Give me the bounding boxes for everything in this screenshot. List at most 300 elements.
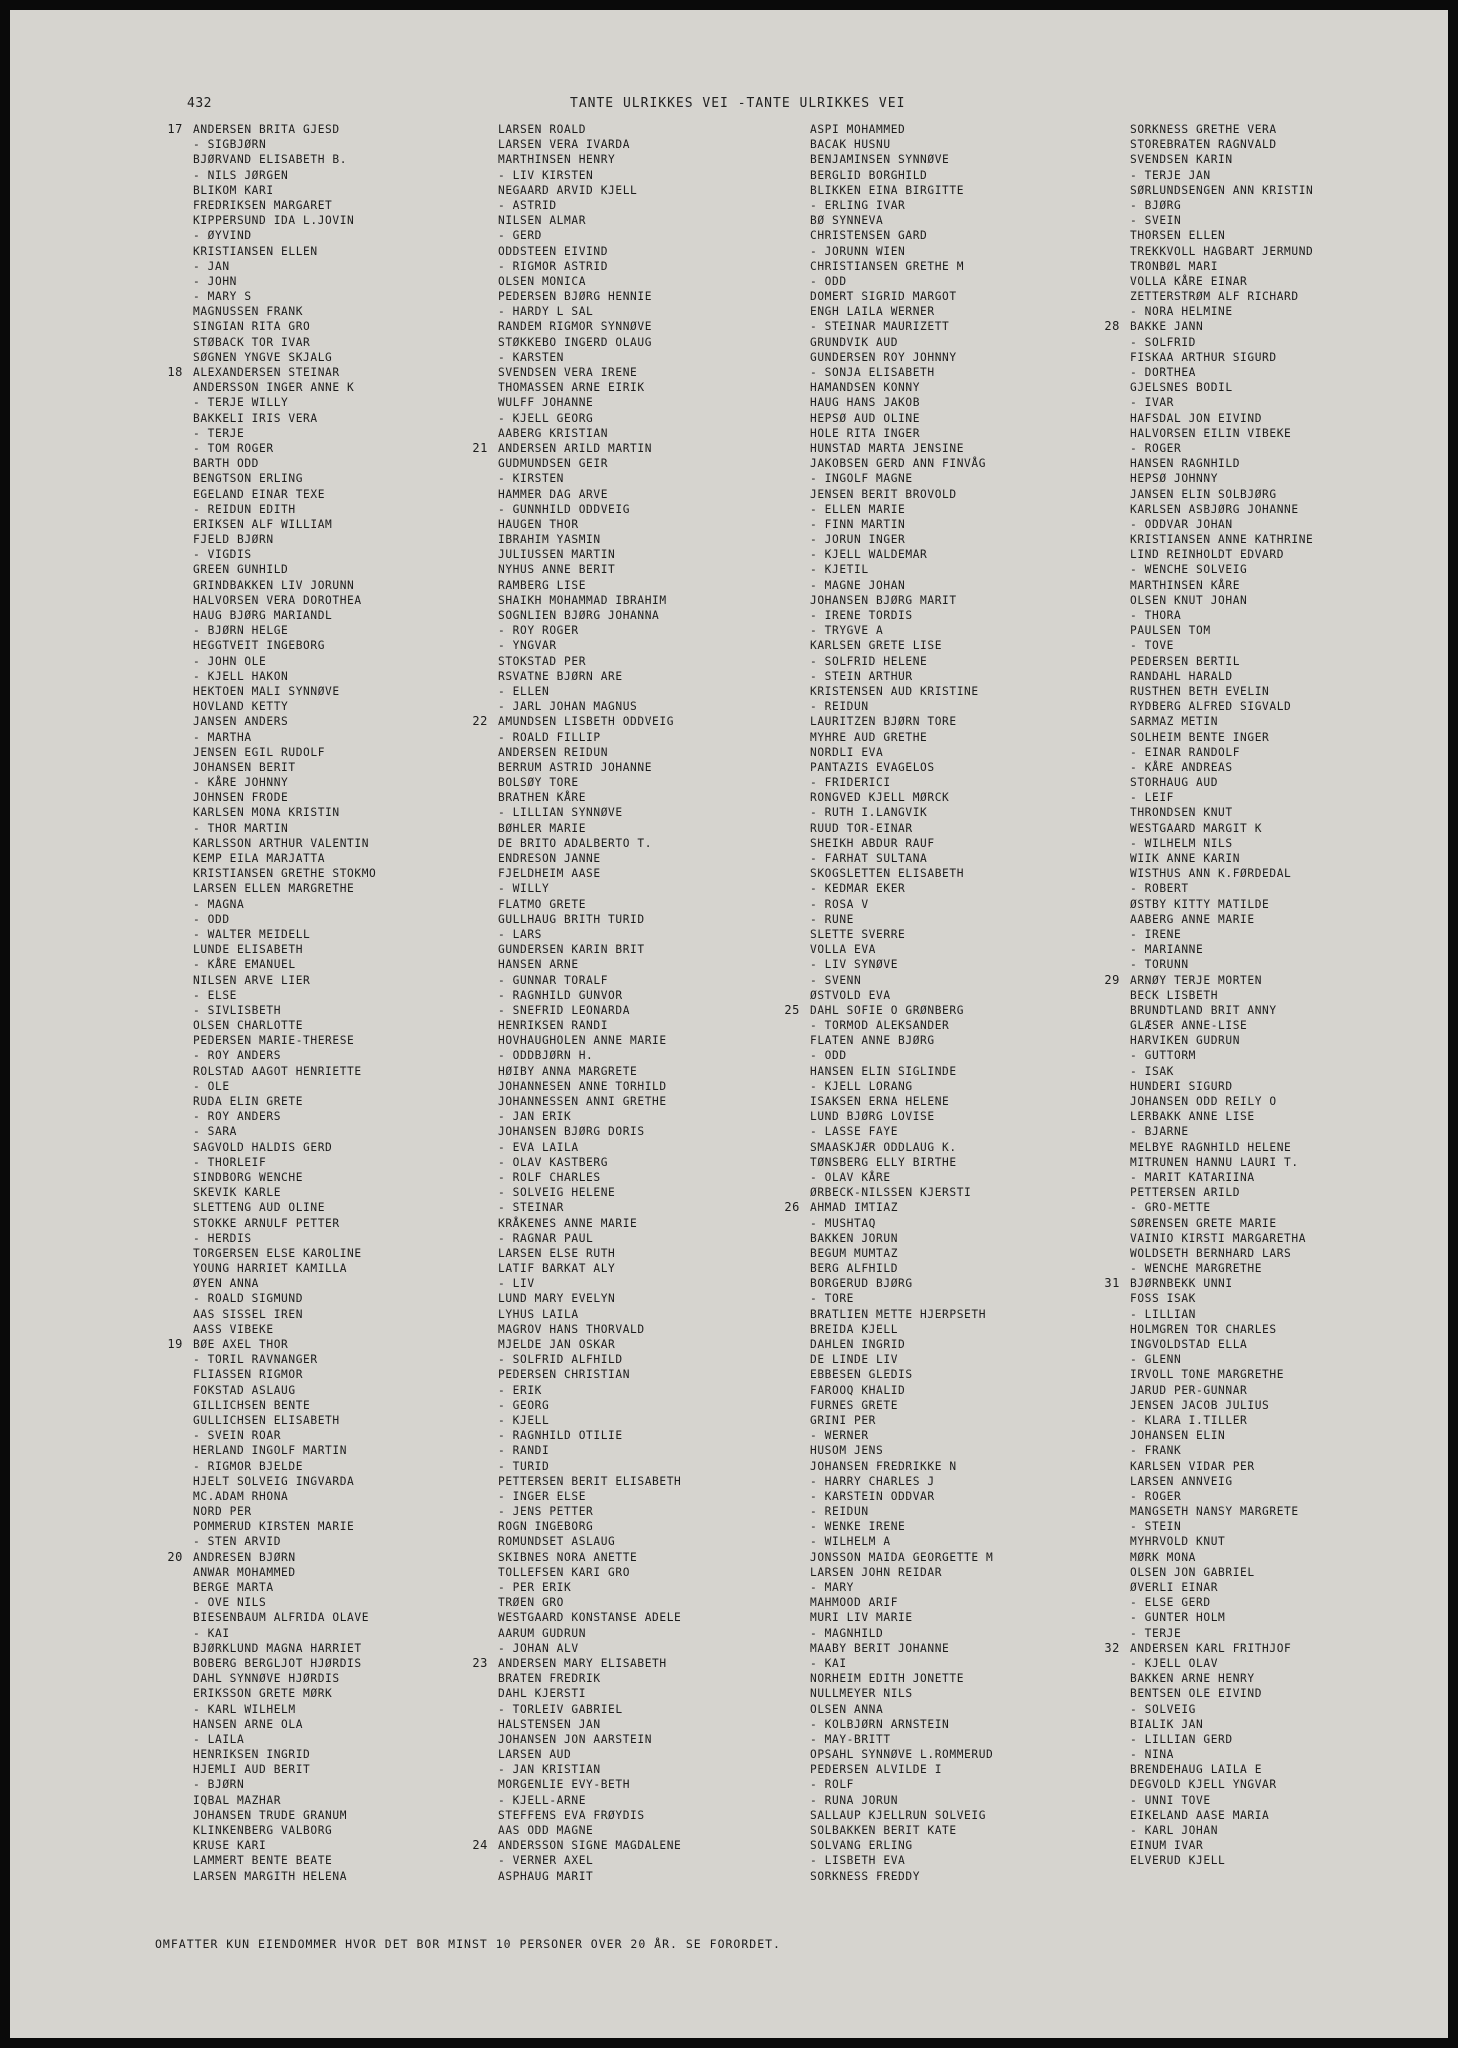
resident-name: BECK LISBETH — [1130, 988, 1219, 1002]
resident-name: EIKELAND AASE MARIA — [1130, 1808, 1270, 1822]
resident-name: KARLSEN GRETE LISE — [810, 639, 943, 653]
resident-name: BRATHEN KÅRE — [498, 791, 587, 805]
list-item — [810, 335, 993, 350]
list-item — [193, 881, 376, 896]
resident-name: JENSEN JACOB JULIUS — [1130, 1398, 1270, 1412]
resident-name: ANDERSEN BRITA GJESD — [193, 123, 340, 136]
resident-name: STEFFENS EVA FRØYDIS — [498, 1808, 645, 1822]
list-item — [810, 1383, 993, 1398]
resident-name: - SVEIN — [1130, 214, 1182, 228]
resident-name: FLIASSEN RIGMOR — [193, 1368, 304, 1382]
list-item — [1130, 1033, 1313, 1048]
resident-name: - TORIL RAVNANGER — [193, 1353, 318, 1367]
list-item — [193, 942, 376, 957]
resident-name: MYHRE AUD GRETHE — [810, 730, 928, 744]
list-item — [498, 1003, 681, 1018]
resident-name: LARSEN ANNVEIG — [1130, 1474, 1233, 1488]
list-item — [498, 638, 681, 653]
resident-name: - LIV KIRSTEN — [498, 168, 594, 182]
list-item — [810, 1291, 993, 1306]
list-item — [1130, 1079, 1313, 1094]
resident-name: ENGH LAILA WERNER — [810, 305, 935, 319]
list-item — [810, 1504, 993, 1519]
list-item — [1130, 1838, 1313, 1853]
list-item — [810, 547, 993, 562]
list-item — [1130, 1474, 1313, 1489]
list-item — [1130, 730, 1313, 745]
list-item — [810, 1307, 993, 1322]
list-item — [810, 1762, 993, 1777]
list-item — [193, 1732, 376, 1747]
list-item — [193, 517, 376, 532]
resident-name: HANSEN RAGNHILD — [1130, 457, 1241, 471]
resident-name: - FARHAT SULTANA — [810, 852, 928, 865]
resident-name: - HARDY L SAL — [498, 305, 594, 319]
resident-name: - FRANK — [1130, 1444, 1182, 1458]
list-item — [810, 730, 993, 745]
resident-name: HJEMLI AUD BERIT — [193, 1763, 311, 1777]
list-item — [810, 927, 993, 942]
list-item — [1130, 532, 1313, 547]
list-item — [1130, 1200, 1313, 1215]
resident-name: JOHANNESSEN ANNI GRETHE — [498, 1095, 667, 1108]
list-item — [810, 1185, 993, 1200]
list-item — [498, 1170, 681, 1185]
list-item — [193, 851, 376, 866]
list-item — [810, 1823, 993, 1838]
resident-name: BRENDEHAUG LAILA E — [1130, 1763, 1263, 1777]
list-item — [193, 198, 376, 213]
resident-name: BENTSEN OLE EIVIND — [1130, 1687, 1263, 1701]
resident-name: - GUTTORM — [1130, 1049, 1197, 1063]
list-item — [193, 760, 376, 775]
list-item — [810, 714, 993, 729]
resident-name: - WILHELM A — [810, 1535, 891, 1549]
resident-name: HANSEN ARNE OLA — [193, 1717, 304, 1731]
list-item — [810, 350, 993, 365]
list-item — [498, 1504, 681, 1519]
resident-name: KIPPERSUND IDA L.JOVIN — [193, 214, 355, 228]
list-item — [193, 1322, 376, 1337]
resident-name: - FRIDERICI — [810, 776, 891, 790]
list-item — [498, 1048, 681, 1063]
resident-name: BAKKEN JORUN — [810, 1231, 899, 1245]
resident-name: LYHUS LAILA — [498, 1307, 579, 1321]
list-item — [810, 562, 993, 577]
resident-name: SOLBAKKEN BERIT KATE — [810, 1824, 957, 1837]
house-number: 24 — [472, 1838, 488, 1853]
resident-name: HEPSØ JOHNNY — [1130, 472, 1219, 486]
resident-name: INGVOLDSTAD ELLA — [1130, 1338, 1248, 1351]
resident-name: - TRYGVE A — [810, 624, 884, 638]
resident-name: MITRUNEN HANNU LAURI T. — [1130, 1155, 1299, 1169]
list-item — [193, 790, 376, 805]
resident-name: RUUD TOR-EINAR — [810, 821, 913, 835]
list-item — [1130, 198, 1313, 213]
resident-name: AABERG ANNE MARIE — [1130, 912, 1255, 926]
list-item — [498, 866, 681, 881]
resident-name: - WALTER MEIDELL — [193, 927, 311, 941]
resident-name: GILLICHSEN BENTE — [193, 1398, 311, 1412]
resident-name: - STEN ARVID — [193, 1535, 282, 1549]
resident-name: - YNGVAR — [498, 639, 557, 653]
list-item — [193, 487, 376, 502]
resident-name: KRÅKENES ANNE MARIE — [498, 1216, 638, 1230]
resident-name: BOLSØY TORE — [498, 776, 579, 790]
resident-name: HEPSØ AUD OLINE — [810, 411, 921, 425]
resident-name: AABERG KRISTIAN — [498, 426, 609, 440]
resident-name: - VIGDIS — [193, 548, 252, 562]
list-item — [193, 152, 376, 167]
resident-name: GUNDERSEN KARIN BRIT — [498, 943, 645, 957]
list-item — [1130, 1808, 1313, 1823]
list-item — [193, 1489, 376, 1504]
list-item — [498, 927, 681, 942]
house-number: 20 — [167, 1549, 183, 1564]
resident-name: - SIGBJØRN — [193, 138, 267, 152]
resident-name: LERBAKK ANNE LISE — [1130, 1110, 1255, 1124]
resident-name: - MAGNA — [193, 897, 245, 911]
resident-name: HOLMGREN TOR CHARLES — [1130, 1322, 1277, 1336]
resident-name: ØSTBY KITTY MATILDE — [1130, 897, 1270, 911]
resident-name: HALVORSEN VERA DOROTHEA — [193, 593, 362, 607]
house-number: 25 — [784, 1002, 800, 1017]
list-item — [1130, 274, 1313, 289]
list-item — [810, 745, 993, 760]
list-item — [498, 1565, 681, 1580]
resident-name: WIIK ANNE KARIN — [1130, 852, 1241, 865]
resident-name: FOSS ISAK — [1130, 1292, 1197, 1306]
list-item — [193, 927, 376, 942]
list-item — [1130, 137, 1313, 152]
list-item — [1130, 775, 1313, 790]
resident-name: KARLSEN ASBJØRG JOHANNE — [1130, 502, 1299, 516]
list-item — [193, 1853, 376, 1868]
list-item — [498, 532, 681, 547]
resident-name: - KJELL — [498, 1413, 550, 1427]
list-item — [498, 1459, 681, 1474]
list-item — [193, 319, 376, 334]
list-item — [193, 1170, 376, 1185]
list-item — [810, 1094, 993, 1109]
list-item — [1130, 1291, 1313, 1306]
resident-name: SØRLUNDSENGEN ANN KRISTIN — [1130, 183, 1314, 197]
resident-name: - LILLIAN SYNNØVE — [498, 806, 623, 820]
resident-name: - ROGER — [1130, 1489, 1182, 1503]
resident-name: ISAKSEN ERNA HELENE — [810, 1095, 950, 1108]
resident-name: - MUSHTAQ — [810, 1216, 877, 1230]
resident-name: - MARY S — [193, 290, 252, 304]
resident-name: - ROALD SIGMUND — [193, 1292, 304, 1306]
column-2 — [472, 122, 682, 1884]
list-item — [498, 517, 681, 532]
resident-name: JOHANSEN BERIT — [193, 760, 296, 774]
list-item — [193, 1276, 376, 1291]
list-item — [1130, 228, 1313, 243]
resident-name: JOHANNESEN ANNE TORHILD — [498, 1079, 667, 1093]
resident-name: RAMBERG LISE — [498, 578, 587, 592]
resident-name: FJELD BJØRN — [193, 533, 274, 547]
list-item — [498, 775, 681, 790]
list-item — [1130, 213, 1313, 228]
resident-name: JOHNSEN FRODE — [193, 791, 289, 805]
list-item — [810, 1853, 993, 1868]
resident-name: HUNSTAD MARTA JENSINE — [810, 441, 965, 455]
resident-name: - ROLF — [810, 1778, 855, 1792]
list-item — [810, 441, 993, 456]
resident-name: - INGOLF MAGNE — [810, 472, 913, 486]
house-number: 19 — [167, 1337, 183, 1351]
list-item — [193, 1155, 376, 1170]
list-item — [193, 1018, 376, 1033]
list-item — [810, 1747, 993, 1762]
list-item — [1130, 168, 1313, 183]
resident-name: LARSEN ROALD — [498, 123, 587, 136]
list-item — [498, 851, 681, 866]
list-item — [472, 1655, 681, 1671]
resident-name: - INGER ELSE — [498, 1489, 587, 1503]
resident-name: LUNDE ELISABETH — [193, 943, 304, 957]
list-item — [1130, 988, 1313, 1003]
list-item — [810, 1732, 993, 1747]
resident-name: - GUNNAR TORALF — [498, 973, 609, 987]
resident-name: - STEIN ARTHUR — [810, 669, 913, 683]
house-number: 23 — [472, 1655, 488, 1670]
list-item — [498, 1595, 681, 1610]
list-item — [810, 1124, 993, 1139]
resident-name: - JENS PETTER — [498, 1505, 594, 1519]
list-item — [498, 912, 681, 927]
list-item — [498, 456, 681, 471]
list-item — [810, 912, 993, 927]
resident-name: SØRENSEN GRETE MARIE — [1130, 1216, 1277, 1230]
resident-name: - TORMOD ALEKSANDER — [810, 1019, 950, 1033]
resident-name: - EINAR RANDOLF — [1130, 745, 1241, 759]
list-item — [810, 699, 993, 714]
resident-name: - ELSE — [193, 988, 238, 1002]
list-item — [810, 471, 993, 486]
list-item — [167, 1337, 376, 1352]
resident-name: ROMUNDSET ASLAUG — [498, 1535, 616, 1549]
resident-name: - ELLEN — [498, 684, 550, 698]
list-item — [1130, 1048, 1313, 1063]
resident-name: - ERIK — [498, 1383, 543, 1397]
house-number: 18 — [167, 365, 183, 379]
list-item — [810, 198, 993, 213]
resident-name: KRISTIANSEN ANNE KATHRINE — [1130, 533, 1314, 547]
resident-name: HENRIKSEN INGRID — [193, 1748, 311, 1762]
footnote: OMFATTER KUN EIENDOMMER HVOR DET BOR MINST 10 PERSONER OVER 20 ÅR. SE FORORDET. — [155, 1937, 781, 1951]
list-item — [1130, 547, 1313, 562]
list-item — [1130, 1717, 1313, 1732]
resident-name: FLATEN ANNE BJØRG — [810, 1034, 935, 1048]
resident-name: JARUD PER-GUNNAR — [1130, 1383, 1248, 1397]
list-item — [498, 881, 681, 896]
list-item — [1130, 1534, 1313, 1549]
list-item — [810, 1489, 993, 1504]
resident-name: - BJØRN — [193, 1778, 245, 1792]
list-item — [193, 1064, 376, 1079]
resident-name: - KJELL LORANG — [810, 1079, 913, 1093]
list-item — [1130, 1686, 1313, 1701]
resident-name: MANGSETH NANSY MARGRETE — [1130, 1505, 1299, 1519]
resident-name: IRVOLL TONE MARGRETHE — [1130, 1368, 1285, 1382]
resident-name: - STEIN — [1130, 1520, 1182, 1534]
list-item — [810, 1793, 993, 1808]
resident-name: HAUG BJØRG MARIANDL — [193, 609, 333, 622]
list-item — [193, 957, 376, 972]
resident-name: - SOLFRID — [1130, 335, 1197, 349]
list-item — [810, 1246, 993, 1261]
list-item — [498, 1443, 681, 1458]
resident-name: HOVLAND KETTY — [193, 700, 289, 714]
house-number: 31 — [1104, 1276, 1120, 1291]
list-item — [1130, 517, 1313, 532]
list-item — [498, 198, 681, 213]
list-item — [193, 471, 376, 486]
resident-name: SVENDSEN KARIN — [1130, 153, 1233, 167]
resident-name: - THORA — [1130, 609, 1182, 622]
list-item — [1130, 821, 1313, 836]
directory-page — [10, 10, 1448, 2038]
list-item — [193, 593, 376, 608]
list-item — [1130, 502, 1313, 517]
resident-name: BIESENBAUM ALFRIDA OLAVE — [193, 1611, 370, 1625]
list-item — [498, 1109, 681, 1124]
resident-name: - SIVLISBETH — [193, 1003, 282, 1017]
resident-name: STORHAUG AUD — [1130, 776, 1219, 790]
list-item — [193, 623, 376, 638]
list-item — [810, 1550, 993, 1565]
list-item — [498, 1732, 681, 1747]
list-item — [193, 1504, 376, 1519]
list-item — [193, 1094, 376, 1109]
list-item — [193, 578, 376, 593]
resident-name: - JOHN — [193, 274, 238, 288]
list-item — [498, 1671, 681, 1686]
resident-name: - GUNTER HOLM — [1130, 1611, 1226, 1625]
list-item — [810, 1352, 993, 1367]
list-item — [810, 1580, 993, 1595]
list-item — [472, 1838, 682, 1853]
resident-name: LARSEN ELSE RUTH — [498, 1246, 616, 1260]
resident-name: - TOM ROGER — [193, 441, 274, 455]
resident-name: - WERNER — [810, 1429, 869, 1443]
resident-name: - KJELL-ARNE — [498, 1793, 587, 1807]
list-item — [193, 1869, 376, 1884]
list-item — [810, 1702, 993, 1717]
list-item — [1130, 912, 1313, 927]
list-item — [810, 1231, 993, 1246]
list-item — [498, 1747, 681, 1762]
list-item — [1130, 1519, 1313, 1534]
list-item — [498, 183, 681, 198]
list-item — [1130, 684, 1313, 699]
resident-name: NORD PER — [193, 1505, 252, 1519]
list-item — [193, 608, 376, 623]
list-item — [193, 973, 376, 988]
list-item — [1130, 562, 1313, 577]
list-item — [1130, 1322, 1313, 1337]
list-item — [810, 760, 993, 775]
list-item — [193, 547, 376, 562]
resident-name: BERRUM ASTRID JOHANNE — [498, 760, 653, 774]
list-item — [498, 562, 681, 577]
list-item — [193, 274, 376, 289]
resident-name: - JOHAN ALV — [498, 1641, 579, 1655]
list-item — [193, 1671, 376, 1686]
resident-name: DOMERT SIGRID MARGOT — [810, 290, 957, 304]
resident-name: - BJØRG — [1130, 198, 1182, 212]
resident-name: LUND MARY EVELYN — [498, 1292, 616, 1306]
resident-name: - JORUNN WIEN — [810, 244, 906, 258]
list-item — [193, 289, 376, 304]
resident-name: ENDRESON JANNE — [498, 852, 601, 865]
list-item — [498, 1018, 681, 1033]
resident-name: HEKTOEN MALI SYNNØVE — [193, 684, 340, 698]
list-item — [498, 790, 681, 805]
list-item — [193, 1580, 376, 1595]
list-item — [193, 897, 376, 912]
resident-name: DAHL SOFIE O GRØNBERG — [810, 1003, 965, 1017]
resident-name: - OLAV KASTBERG — [498, 1155, 609, 1169]
resident-name: - KJELL OLAV — [1130, 1656, 1219, 1670]
list-item — [810, 1413, 993, 1428]
resident-name: - ROSA V — [810, 897, 869, 911]
list-item — [498, 122, 681, 137]
list-item — [810, 244, 993, 259]
list-item — [1130, 456, 1313, 471]
resident-name: HALSTENSEN JAN — [498, 1717, 601, 1731]
list-item — [1130, 714, 1313, 729]
list-item — [810, 1641, 993, 1656]
resident-name: GRINI PER — [810, 1413, 877, 1427]
list-item — [167, 1549, 376, 1565]
list-item — [193, 1352, 376, 1367]
list-item — [498, 426, 681, 441]
resident-name: HUNDERI SIGURD — [1130, 1079, 1233, 1093]
list-item — [193, 1777, 376, 1792]
list-item — [498, 1155, 681, 1170]
list-item — [498, 593, 681, 608]
list-item — [193, 1626, 376, 1641]
resident-name: - ROY ROGER — [498, 624, 579, 638]
resident-name: LIND REINHOLDT EDVARD — [1130, 548, 1285, 562]
list-item — [1130, 1489, 1313, 1504]
list-item — [498, 335, 681, 350]
resident-name: FURNES GRETE — [810, 1398, 899, 1412]
resident-name: - SNEFRID LEONARDA — [498, 1003, 631, 1017]
list-item — [810, 1626, 993, 1641]
resident-name: - MARTHA — [193, 730, 252, 744]
list-item — [810, 426, 993, 441]
resident-name: - MAY-BRITT — [810, 1732, 891, 1746]
resident-name: HERLAND INGOLF MARTIN — [193, 1444, 348, 1458]
list-item — [193, 1610, 376, 1625]
resident-name: - ODDVAR JOHAN — [1130, 517, 1233, 531]
resident-name: - HARRY CHARLES J — [810, 1474, 935, 1488]
list-item — [193, 168, 376, 183]
resident-name: BERGLID BORGHILD — [810, 168, 928, 182]
list-item — [1130, 608, 1313, 623]
list-item — [1130, 152, 1313, 167]
list-item — [1130, 760, 1313, 775]
resident-name: STØBACK TOR IVAR — [193, 335, 311, 349]
list-item — [193, 699, 376, 714]
resident-name: - GLENN — [1130, 1353, 1182, 1367]
list-item — [498, 1626, 681, 1641]
list-item — [1130, 1732, 1313, 1747]
